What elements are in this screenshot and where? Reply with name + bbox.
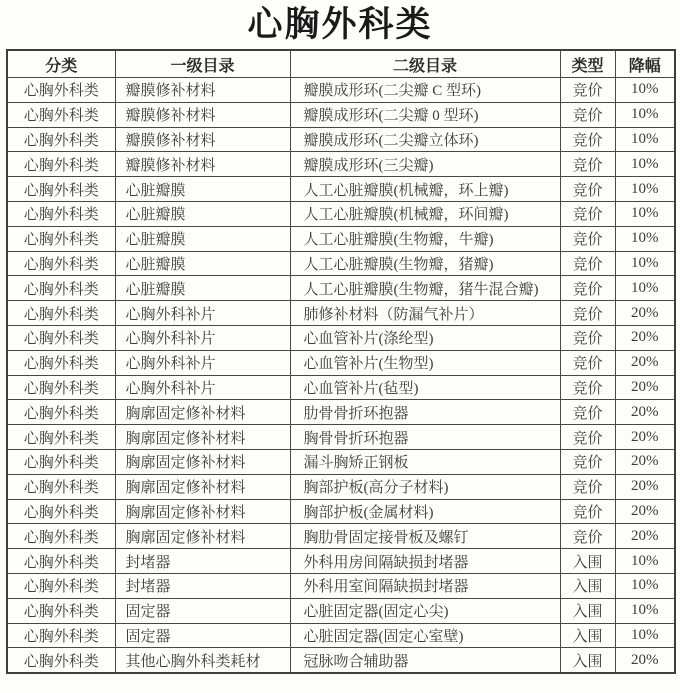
cell-level1-dir: 封堵器	[115, 549, 290, 574]
table-row	[7, 524, 675, 549]
cell-reduction: 20%	[615, 474, 675, 499]
cell-level1-dir: 心脏瓣膜	[115, 226, 290, 251]
cell-level2-dir: 肋骨骨折环抱器	[290, 400, 560, 425]
cell-reduction: 10%	[615, 251, 675, 276]
table-row	[7, 375, 675, 400]
column-header-level1-dir: 一级目录	[115, 50, 290, 78]
cell-level2-dir: 心血管补片(生物型)	[290, 350, 560, 375]
column-header-type: 类型	[560, 50, 615, 78]
cell-type: 入围	[560, 573, 615, 598]
cell-category: 心胸外科类	[7, 350, 115, 375]
cell-type: 竞价	[560, 152, 615, 177]
cell-type: 竞价	[560, 325, 615, 350]
table-row	[7, 152, 675, 177]
cell-level1-dir: 瓣膜修补材料	[115, 127, 290, 152]
cell-reduction: 10%	[615, 623, 675, 648]
cell-level1-dir: 胸廓固定修补材料	[115, 400, 290, 425]
cell-type: 竞价	[560, 78, 615, 103]
cell-reduction: 20%	[615, 524, 675, 549]
cell-level1-dir: 胸廓固定修补材料	[115, 499, 290, 524]
table-row	[7, 449, 675, 474]
cell-type: 竞价	[560, 201, 615, 226]
table-row	[7, 78, 675, 103]
table-row	[7, 251, 675, 276]
table-row	[7, 127, 675, 152]
cell-type: 竞价	[560, 127, 615, 152]
cell-level2-dir: 肺修补材料（防漏气补片）	[290, 301, 560, 326]
cell-type: 入围	[560, 623, 615, 648]
cell-reduction: 10%	[615, 152, 675, 177]
catalog-table	[6, 49, 676, 674]
cell-category: 心胸外科类	[7, 524, 115, 549]
cell-reduction: 10%	[615, 127, 675, 152]
cell-level1-dir: 胸廓固定修补材料	[115, 425, 290, 450]
cell-level2-dir: 瓣膜成形环(三尖瓣)	[290, 152, 560, 177]
cell-level2-dir: 外科用室间隔缺损封堵器	[290, 573, 560, 598]
cell-category: 心胸外科类	[7, 549, 115, 574]
cell-type: 竞价	[560, 251, 615, 276]
cell-category: 心胸外科类	[7, 201, 115, 226]
cell-reduction: 10%	[615, 598, 675, 623]
cell-reduction: 10%	[615, 177, 675, 202]
cell-category: 心胸外科类	[7, 623, 115, 648]
cell-reduction: 20%	[615, 648, 675, 673]
cell-category: 心胸外科类	[7, 375, 115, 400]
table-header-row	[7, 50, 675, 78]
cell-reduction: 10%	[615, 276, 675, 301]
table-row	[7, 276, 675, 301]
cell-level2-dir: 冠脉吻合辅助器	[290, 648, 560, 673]
cell-reduction: 20%	[615, 325, 675, 350]
cell-type: 竞价	[560, 474, 615, 499]
cell-level2-dir: 瓣膜成形环(二尖瓣 C 型环)	[290, 78, 560, 103]
cell-category: 心胸外科类	[7, 152, 115, 177]
cell-level1-dir: 瓣膜修补材料	[115, 152, 290, 177]
table-row	[7, 400, 675, 425]
cell-level2-dir: 胸部护板(金属材料)	[290, 499, 560, 524]
cell-category: 心胸外科类	[7, 400, 115, 425]
cell-level1-dir: 胸廓固定修补材料	[115, 524, 290, 549]
table-row	[7, 549, 675, 574]
table-row	[7, 102, 675, 127]
table-row	[7, 573, 675, 598]
table-body	[7, 78, 675, 674]
cell-category: 心胸外科类	[7, 499, 115, 524]
cell-level1-dir: 瓣膜修补材料	[115, 78, 290, 103]
cell-reduction: 10%	[615, 102, 675, 127]
cell-level2-dir: 瓣膜成形环(二尖瓣立体环)	[290, 127, 560, 152]
cell-reduction: 20%	[615, 499, 675, 524]
cell-level2-dir: 心血管补片(涤纶型)	[290, 325, 560, 350]
cell-type: 竞价	[560, 449, 615, 474]
cell-category: 心胸外科类	[7, 648, 115, 673]
table-row	[7, 648, 675, 673]
cell-category: 心胸外科类	[7, 573, 115, 598]
cell-category: 心胸外科类	[7, 276, 115, 301]
cell-reduction: 20%	[615, 350, 675, 375]
table-row	[7, 474, 675, 499]
column-header-category: 分类	[7, 50, 115, 78]
cell-type: 竞价	[560, 350, 615, 375]
cell-level1-dir: 其他心胸外科类耗材	[115, 648, 290, 673]
cell-level1-dir: 心脏瓣膜	[115, 251, 290, 276]
cell-level1-dir: 心胸外科补片	[115, 325, 290, 350]
cell-level2-dir: 人工心脏瓣膜(生物瓣，牛瓣)	[290, 226, 560, 251]
cell-level1-dir: 瓣膜修补材料	[115, 102, 290, 127]
cell-type: 竞价	[560, 177, 615, 202]
cell-type: 竞价	[560, 524, 615, 549]
cell-type: 竞价	[560, 499, 615, 524]
cell-level1-dir: 封堵器	[115, 573, 290, 598]
cell-level1-dir: 固定器	[115, 623, 290, 648]
cell-level2-dir: 胸肋骨固定接骨板及螺钉	[290, 524, 560, 549]
cell-type: 竞价	[560, 425, 615, 450]
table-row	[7, 499, 675, 524]
cell-reduction: 20%	[615, 375, 675, 400]
cell-category: 心胸外科类	[7, 102, 115, 127]
table-row	[7, 201, 675, 226]
cell-level1-dir: 胸廓固定修补材料	[115, 449, 290, 474]
cell-category: 心胸外科类	[7, 449, 115, 474]
cell-category: 心胸外科类	[7, 425, 115, 450]
cell-category: 心胸外科类	[7, 598, 115, 623]
column-header-level2-dir: 二级目录	[290, 50, 560, 78]
cell-reduction: 10%	[615, 573, 675, 598]
cell-reduction: 10%	[615, 78, 675, 103]
cell-type: 入围	[560, 549, 615, 574]
table-row	[7, 177, 675, 202]
cell-level1-dir: 固定器	[115, 598, 290, 623]
cell-level1-dir: 心脏瓣膜	[115, 201, 290, 226]
table-row	[7, 623, 675, 648]
cell-level1-dir: 心胸外科补片	[115, 301, 290, 326]
cell-category: 心胸外科类	[7, 177, 115, 202]
cell-level2-dir: 胸骨骨折环抱器	[290, 425, 560, 450]
cell-category: 心胸外科类	[7, 325, 115, 350]
cell-category: 心胸外科类	[7, 127, 115, 152]
table-row	[7, 325, 675, 350]
cell-type: 竞价	[560, 226, 615, 251]
table-row	[7, 301, 675, 326]
cell-level1-dir: 心脏瓣膜	[115, 177, 290, 202]
cell-reduction: 10%	[615, 226, 675, 251]
cell-level2-dir: 外科用房间隔缺损封堵器	[290, 549, 560, 574]
table-row	[7, 425, 675, 450]
cell-level2-dir: 心脏固定器(固定心室壁)	[290, 623, 560, 648]
cell-type: 竞价	[560, 102, 615, 127]
table-row	[7, 598, 675, 623]
table-row	[7, 226, 675, 251]
cell-level2-dir: 人工心脏瓣膜(机械瓣，环间瓣)	[290, 201, 560, 226]
cell-level2-dir: 心血管补片(毡型)	[290, 375, 560, 400]
table-row	[7, 350, 675, 375]
cell-category: 心胸外科类	[7, 301, 115, 326]
page-title: 心胸外科类	[247, 5, 433, 44]
cell-type: 入围	[560, 598, 615, 623]
cell-type: 竞价	[560, 400, 615, 425]
cell-level2-dir: 人工心脏瓣膜(机械瓣，环上瓣)	[290, 177, 560, 202]
cell-reduction: 20%	[615, 400, 675, 425]
cell-type: 竞价	[560, 375, 615, 400]
cell-level1-dir: 心胸外科补片	[115, 375, 290, 400]
cell-level1-dir: 心脏瓣膜	[115, 276, 290, 301]
cell-reduction: 10%	[615, 549, 675, 574]
cell-category: 心胸外科类	[7, 78, 115, 103]
cell-level2-dir: 人工心脏瓣膜(生物瓣，猪牛混合瓣)	[290, 276, 560, 301]
cell-level2-dir: 人工心脏瓣膜(生物瓣，猪瓣)	[290, 251, 560, 276]
cell-category: 心胸外科类	[7, 226, 115, 251]
cell-type: 入围	[560, 648, 615, 673]
cell-reduction: 20%	[615, 449, 675, 474]
cell-level1-dir: 胸廓固定修补材料	[115, 474, 290, 499]
cell-level2-dir: 瓣膜成形环(二尖瓣 0 型环)	[290, 102, 560, 127]
cell-reduction: 20%	[615, 425, 675, 450]
cell-type: 竞价	[560, 276, 615, 301]
cell-type: 竞价	[560, 301, 615, 326]
cell-reduction: 20%	[615, 301, 675, 326]
cell-category: 心胸外科类	[7, 251, 115, 276]
cell-level2-dir: 胸部护板(高分子材料)	[290, 474, 560, 499]
cell-level1-dir: 心胸外科补片	[115, 350, 290, 375]
cell-level2-dir: 心脏固定器(固定心尖)	[290, 598, 560, 623]
cell-level2-dir: 漏斗胸矫正钢板	[290, 449, 560, 474]
cell-category: 心胸外科类	[7, 474, 115, 499]
cell-reduction: 10%	[615, 201, 675, 226]
column-header-reduction: 降幅	[615, 50, 675, 78]
